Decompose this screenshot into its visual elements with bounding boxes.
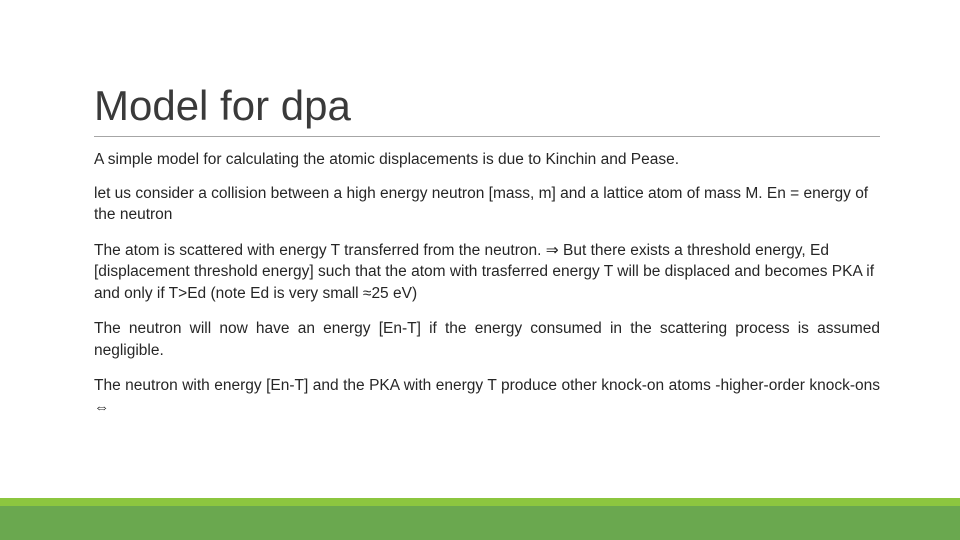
paragraph-intro: A simple model for calculating the atomic displacements is due to Kinchin and Pease. <box>94 151 680 168</box>
paragraph-knock-ons: The neutron with energy [En-T] and the PKA with energy T produce other knock-on atoms -higher-order knock-ons ⇔ <box>94 377 880 416</box>
paragraph-threshold: The atom is scattered with energy T transferred from the neutron. ⇒ But there exists a threshold energy, Ed [displacement threshold energy] such that the atom with trasferred energy T will be displaced and becomes PKA if and only if T>Ed (note Ed is very small ≈25 eV) <box>94 241 875 302</box>
footer-accent-bar <box>0 498 960 506</box>
paragraph-neutron-energy: The neutron will now have an energy [En-T] if the energy consumed in the scattering process is assumed negligible. <box>94 320 880 359</box>
footer-bar <box>0 506 960 540</box>
paragraph-collision: let us consider a collision between a high energy neutron [mass, m] and a lattice atom of mass M. En = energy of the neutron <box>94 184 869 223</box>
slide-title: Model for dpa <box>94 82 351 129</box>
slide-body <box>94 149 880 432</box>
title-divider <box>94 136 880 137</box>
